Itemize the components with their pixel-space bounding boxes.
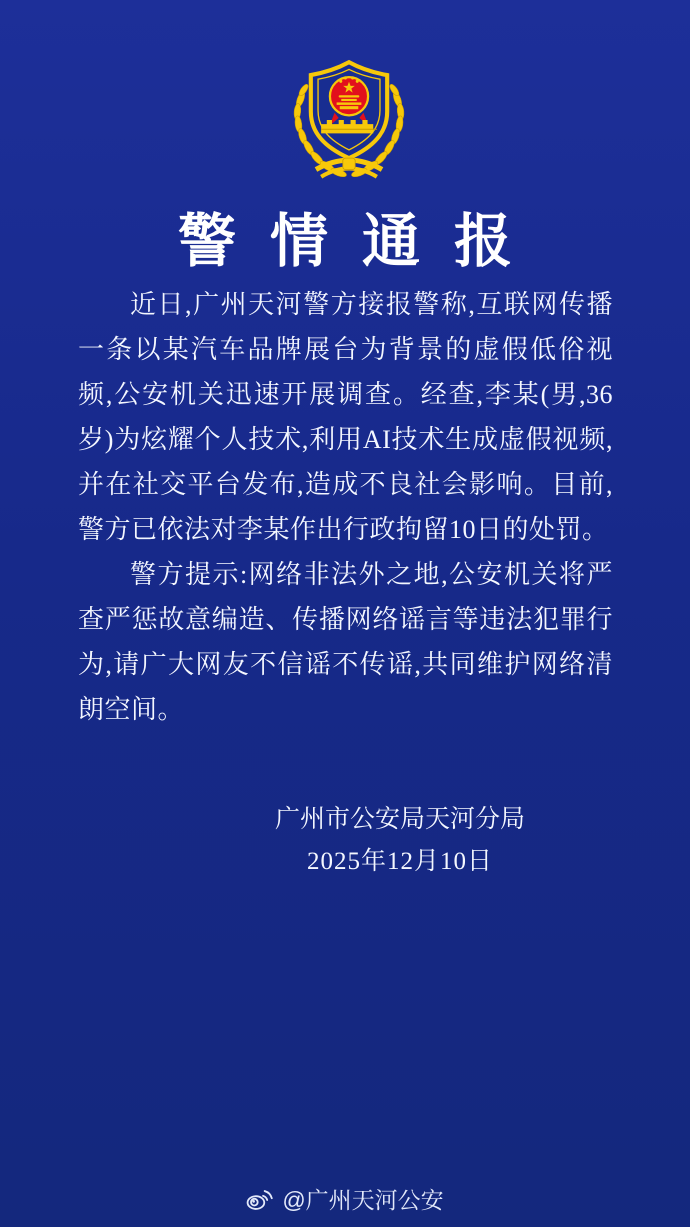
- signature-block: [0, 799, 690, 883]
- notice-paragraph-1: 近日,广州天河警方接报警称,互联网传播一条以某汽车品牌展台为背景的虚假低俗视频,公安机关迅速开展调查。经查,李某(男,36岁)为炫耀个人技术,利用AI技术生成虚假视频,并在社交平台发布,造成不良社会影响。目前,警方已依法对李某作出行政拘留10日的处罚。: [78, 290, 613, 544]
- weibo-watermark: [0, 1182, 690, 1215]
- notice-body: [78, 282, 613, 732]
- notice-paragraph-2: 警方提示:网络非法外之地,公安机关将严查严惩故意编造、传播网络谣言等违法犯罪行为,请广大网友不信谣不传谣,共同维护网络清朗空间。: [78, 560, 613, 724]
- weibo-icon: [246, 1187, 273, 1211]
- police-badge-icon: [286, 56, 412, 186]
- weibo-handle: @广州天河公安: [282, 1187, 444, 1213]
- notice-title: 警情通报: [177, 209, 546, 274]
- notice-date: 2025年12月10日: [306, 848, 493, 875]
- issuing-authority: 广州市公安局天河分局: [274, 806, 525, 833]
